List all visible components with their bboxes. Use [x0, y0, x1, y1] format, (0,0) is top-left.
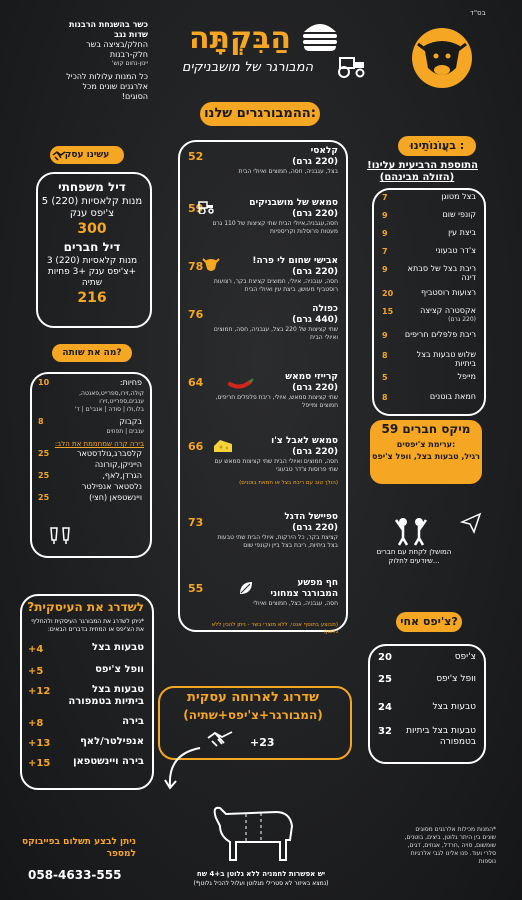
mix-items: רגיל, טבעות בצל, וופל צ'יפס: [372, 452, 480, 461]
upgrade-name: בירה ויינשטפאן: [73, 756, 144, 767]
upgrade-item: [26, 664, 144, 684]
handshake-icon: [206, 728, 234, 748]
burger-item: [184, 512, 340, 564]
burger-desc: בצל, עגבניה, חסה, חמוצים ואיולי הבית: [238, 168, 338, 175]
kashrut-line: יינון-נחום קוש': [111, 60, 148, 67]
business-content: [40, 180, 144, 307]
topping-name: אקסטרה קציצה: [420, 306, 476, 315]
upgrade-name: וופל צ'יפס: [95, 664, 144, 675]
mix-caption: המושלן לקחת עם חברים שיודעים לחלוק...: [376, 548, 452, 565]
upgrade-item: [26, 756, 144, 776]
cow-head-icon: [202, 256, 220, 274]
topping-item: [378, 192, 478, 210]
toppings-subtitle: התוספת הרביעית עלינו!: [367, 160, 478, 171]
beer-name: נלסטאר אנפילטר: [81, 482, 142, 491]
kashrut-line: חלק-רבנות: [109, 50, 148, 59]
deal2-price: 216: [77, 290, 107, 306]
topping-price: 7: [382, 247, 388, 256]
burger-name: סמאש לאבל צ'ו: [271, 436, 338, 446]
topping-price: 20: [382, 289, 394, 298]
beer-item: [34, 471, 144, 482]
topping-name: שלוש טבעות בצל ביתיות: [416, 350, 476, 368]
chips-item: [374, 700, 478, 722]
upgrade-item: [26, 684, 144, 707]
burger-item: [184, 304, 340, 356]
beer-name: הגרדן,לאף,: [102, 471, 142, 480]
phone-number[interactable]: 058-4633-555: [28, 868, 122, 882]
mix-title: מיקס חברים 59: [381, 422, 471, 436]
burger-price: 52: [188, 150, 204, 163]
topping-price: 5: [382, 373, 388, 382]
burger-desc: קציצת בקר, כל הירקות, איולי הבית שתי טבעות בצל ביתיות, ריבת בצל ביין וקונפי שום: [217, 534, 338, 549]
upgrade-price: +5: [28, 666, 44, 677]
drinks-can-line: קולה,זירו,ספרייט,פאנטה,: [79, 390, 144, 397]
burger-price: 66: [188, 440, 204, 453]
paper-plane-icon: [460, 512, 482, 534]
drinks-content: [34, 378, 144, 504]
chips-price: 32: [378, 726, 392, 737]
chips-name: צ'יפס: [454, 652, 476, 662]
beer-price: 25: [38, 471, 50, 480]
burger-price: 64: [188, 376, 204, 389]
upgrade-note: *ניתן לשדרג את המבורגר העיסקית ולהחליף את הצ'יפס או המחית בדברים הבאים:: [31, 618, 144, 633]
burger-weight: (220 גרם): [292, 157, 338, 167]
drinks-can-label: פחיות:: [119, 378, 142, 387]
topping-item: [378, 350, 478, 368]
topping-price: 9: [382, 211, 388, 220]
topping-price: 8: [382, 393, 388, 402]
burger-name: קרייזי סמאש: [285, 372, 338, 382]
logo-title: הַבִּקְתָּה: [188, 21, 292, 56]
burger-weight: (220 גרם): [292, 267, 338, 277]
tractor-icon: [332, 54, 368, 78]
topping-sub: (220 גרם): [448, 316, 476, 323]
topping-price: 15: [382, 307, 394, 316]
lunch-subtitle: (המבורגר+צ'יפס+שתיה): [183, 708, 323, 722]
burger-name: סמאש של מושבניקים: [249, 198, 338, 208]
drinks-bottle-label: בקבוק: [119, 417, 142, 426]
upgrade-item: [26, 736, 144, 756]
chips-name: טבעות בצל ביתיות בטמפורה: [406, 726, 476, 747]
burger-name: כפולה: [312, 304, 338, 314]
beer-price: 25: [38, 493, 50, 502]
burger-price: 73: [188, 516, 204, 529]
kashrut-line: אלרגנים שונים מכל: [82, 82, 148, 91]
beer-price: 25: [38, 449, 50, 458]
chips-name: וופל צ'יפס: [436, 674, 476, 684]
lunch-title: שדרוג לארוחה עסקית: [187, 690, 319, 705]
upgrade-title: לשדרג את העיסקית?: [27, 600, 144, 614]
payment-note: ניתן לבצע תשלום בפייבוקס למספר: [22, 837, 136, 859]
chips-name: טבעות בצל: [432, 702, 476, 712]
topping-item: [378, 392, 478, 410]
beer-name: קלסברג,גולדסטאר: [76, 449, 142, 458]
upgrade-name: טבעות בצל ביתיות בטמפורה: [68, 684, 144, 707]
drinks-bottle-price: 8: [38, 417, 44, 426]
burgers-title: ההמבורגרים שלנו:: [200, 102, 320, 126]
burger-weight: (220 גרם): [292, 383, 338, 393]
upgrade-price: +15: [28, 758, 51, 769]
topping-name: מייפל: [457, 372, 476, 381]
tractor-icon: [194, 200, 216, 214]
deal2-desc: 3 מנות קלאסיות (220) +צ'יפס ענק +3 פחיות שתיה: [46, 256, 138, 288]
kashrut-line: הסוגים!: [121, 92, 148, 101]
friends-cheers-icon: [394, 514, 428, 546]
burger-item: [184, 578, 340, 635]
burger-note: (הולך טוב עם ריבת בצל או חמאת בוטנים): [239, 480, 338, 486]
upgrade-name: בירה: [122, 716, 144, 727]
drinks-beer-heading: בירה קרה שמחממת את הלב:: [54, 440, 144, 448]
drinks-can-line: ענבים,ספרייט,זירו: [99, 398, 144, 405]
burger-weight: (220 גרם): [292, 209, 338, 219]
handshake-icon: [52, 148, 66, 162]
topping-name: ביצת עין: [448, 228, 476, 237]
drinks-can-price: 10: [38, 378, 50, 387]
chips-item: [374, 672, 478, 694]
topping-item: [378, 330, 478, 348]
logo-subtitle: המבורגר של מושבניקים: [181, 60, 314, 75]
burger-price: 78: [188, 260, 204, 273]
drinks-bottle-desc: ענבים | תפוזים: [106, 428, 144, 435]
topping-item: [378, 264, 478, 282]
upgrade-name: אנפילטר/לאף: [80, 736, 144, 747]
gluten-free-note: יש אפשרות לחמניה ללא גלוטן ב+4 שח: [196, 870, 326, 878]
curved-arrow-icon: [164, 746, 204, 792]
upgrade-price: +13: [28, 738, 51, 749]
burger-name: אבישי שחום לי פרה!: [252, 256, 338, 266]
beer-item: [34, 493, 144, 504]
topping-price: 8: [382, 351, 388, 360]
drinks-title: מה את שותה?: [52, 344, 132, 362]
kashrut-line: כל המנות עלולות להכיל: [66, 72, 148, 81]
beer-item: [34, 460, 144, 471]
beer-item: [34, 449, 144, 460]
chips-item: [374, 650, 478, 672]
topping-name: ריבת פלפלים חריפים: [404, 330, 476, 339]
leaf-icon: [238, 580, 254, 596]
toppings-title: בעֲוֹנוֹתֵינוּ :: [398, 136, 476, 156]
burger-price: 55: [188, 582, 204, 595]
allergy-note: *המנות מכילות אלרגנים מסוגים שונים בין היתר גלוטן, ביצים, בוטנים, שומשום, סויה ,חרדל, אגוזים, דגים, סלרי ועוד. פנו אלינו לגבי אלרגיות נוספות: [404, 826, 496, 865]
topping-price: 9: [382, 229, 388, 238]
gluten-warning: (*נמצא באיזור לא סטרילי מגלוטן ועלול להכיל גלוטן): [193, 880, 329, 887]
burger-weight: המבורגר צמחוני: [270, 589, 338, 599]
topping-item: [378, 246, 478, 264]
kashrut-line: החלק/בציצה בשר: [86, 40, 148, 49]
beer-name: ויינשטפאן (חצי): [89, 493, 142, 502]
upgrade-price: +8: [28, 718, 44, 729]
business-title: עשינו עסק: [50, 146, 124, 164]
upgrade-item: [26, 716, 144, 736]
topping-price: 9: [382, 265, 388, 274]
cheese-icon: [212, 438, 234, 456]
kashrut-block: [36, 20, 148, 102]
bsd-label: בס"ד: [470, 9, 486, 17]
topping-name: קונפי שום: [442, 210, 476, 219]
lunch-price: +23: [250, 736, 275, 749]
topping-price: 7: [382, 193, 388, 202]
kashrut-line: כשר בהשגחת הרבנות: [69, 20, 148, 29]
topping-item: [378, 372, 478, 390]
chips-title: צ'יפס אחי?: [396, 612, 462, 632]
burger-desc: חסה,עגבניה,איולי הבית שתי קציצות של 110 גרם מעטות פרוסלות וקריספיות: [212, 220, 338, 235]
burger-desc: חסה, עגבניה, בצל, חמוצים ואיולי: [253, 600, 338, 607]
burger-price: 76: [188, 308, 204, 321]
cheers-icon: [48, 524, 72, 546]
topping-item: [378, 210, 478, 228]
burger-desc: שתי קציצות סמאש, איולי, ריבת פלפלים חריפים, חמוצים ומייפל: [215, 394, 338, 409]
topping-name: רצועות רוסטביף: [420, 288, 476, 297]
cow-logo-icon: [412, 28, 472, 88]
deal2-title: דיל חברים: [63, 240, 121, 254]
burger-desc: חסה, עגבניה, איולי, חמוצים קציצת בקר, רצועות רוסטביף מעושן, ביצת עין ואיולי הבית: [213, 278, 338, 293]
mix-subtitle: ערימת צ'יפסים:: [396, 440, 456, 449]
chips-price: 25: [378, 674, 392, 685]
topping-name: בצל מטוגן: [441, 192, 476, 201]
deal1-price: 300: [77, 221, 107, 237]
chips-price: 20: [378, 652, 392, 663]
burger-name: קלאסי: [310, 146, 338, 156]
burger-item: [184, 146, 340, 198]
topping-name: חמאת בוטנים: [429, 392, 476, 401]
beer-name: הייניקן,קורונה: [94, 460, 142, 469]
chili-pepper-icon: [228, 378, 254, 390]
burger-desc: שתי קציצות של 220 בצל, עגבניה, חסה, חמוצים ואיולי הבית: [213, 326, 338, 341]
upgrade-price: +4: [28, 644, 44, 655]
beer-item: [34, 482, 144, 493]
topping-item: [378, 228, 478, 246]
upgrade-item: [26, 642, 144, 662]
cow-icon: [206, 800, 300, 866]
toppings-subtitle-2: (הזולה מבינהם): [379, 172, 455, 183]
topping-price: 9: [382, 331, 388, 340]
burger-desc: חסה, חמוצים ואיולי הבית שתי קציצות סמאש עם שתי פרוסות צ'דר טבעוני: [214, 458, 338, 473]
chips-price: 24: [378, 702, 392, 713]
burger-note: (מבוצע בתוסף אנטי, ללא מוצרי בשר - ניתן להכין ללא גלוטן): [211, 622, 338, 635]
burger-weight: (220 גרם): [292, 447, 338, 457]
chips-item: [374, 724, 478, 746]
burger-name: חף מפשע: [297, 578, 338, 588]
burger-weight: (440 גרם): [292, 315, 338, 325]
topping-name: ריבת בצל של סבתא דינה: [407, 264, 476, 282]
upgrade-name: טבעות בצל: [92, 642, 144, 653]
burger-item: [184, 372, 340, 424]
topping-item: [378, 288, 478, 306]
burger-item: [184, 436, 340, 488]
topping-item: [378, 306, 478, 324]
deal1-title: דיל משפחתי: [58, 180, 126, 194]
burger-price: 59: [188, 202, 204, 215]
burger-name: ספיישל הדגל: [284, 512, 338, 522]
upgrade-price: +12: [28, 686, 51, 697]
topping-name: צ'דר טבעוני: [435, 246, 476, 255]
deal1-desc: 5 מנות קלאסיות (220) צ'יפס ענק: [41, 196, 143, 219]
drinks-can-line: בלו,ולו | סודה | אנבי'ם | ד': [74, 406, 144, 413]
burger-weight: (220 גרם): [292, 523, 338, 533]
kashrut-line: שדות נגב: [114, 30, 148, 39]
